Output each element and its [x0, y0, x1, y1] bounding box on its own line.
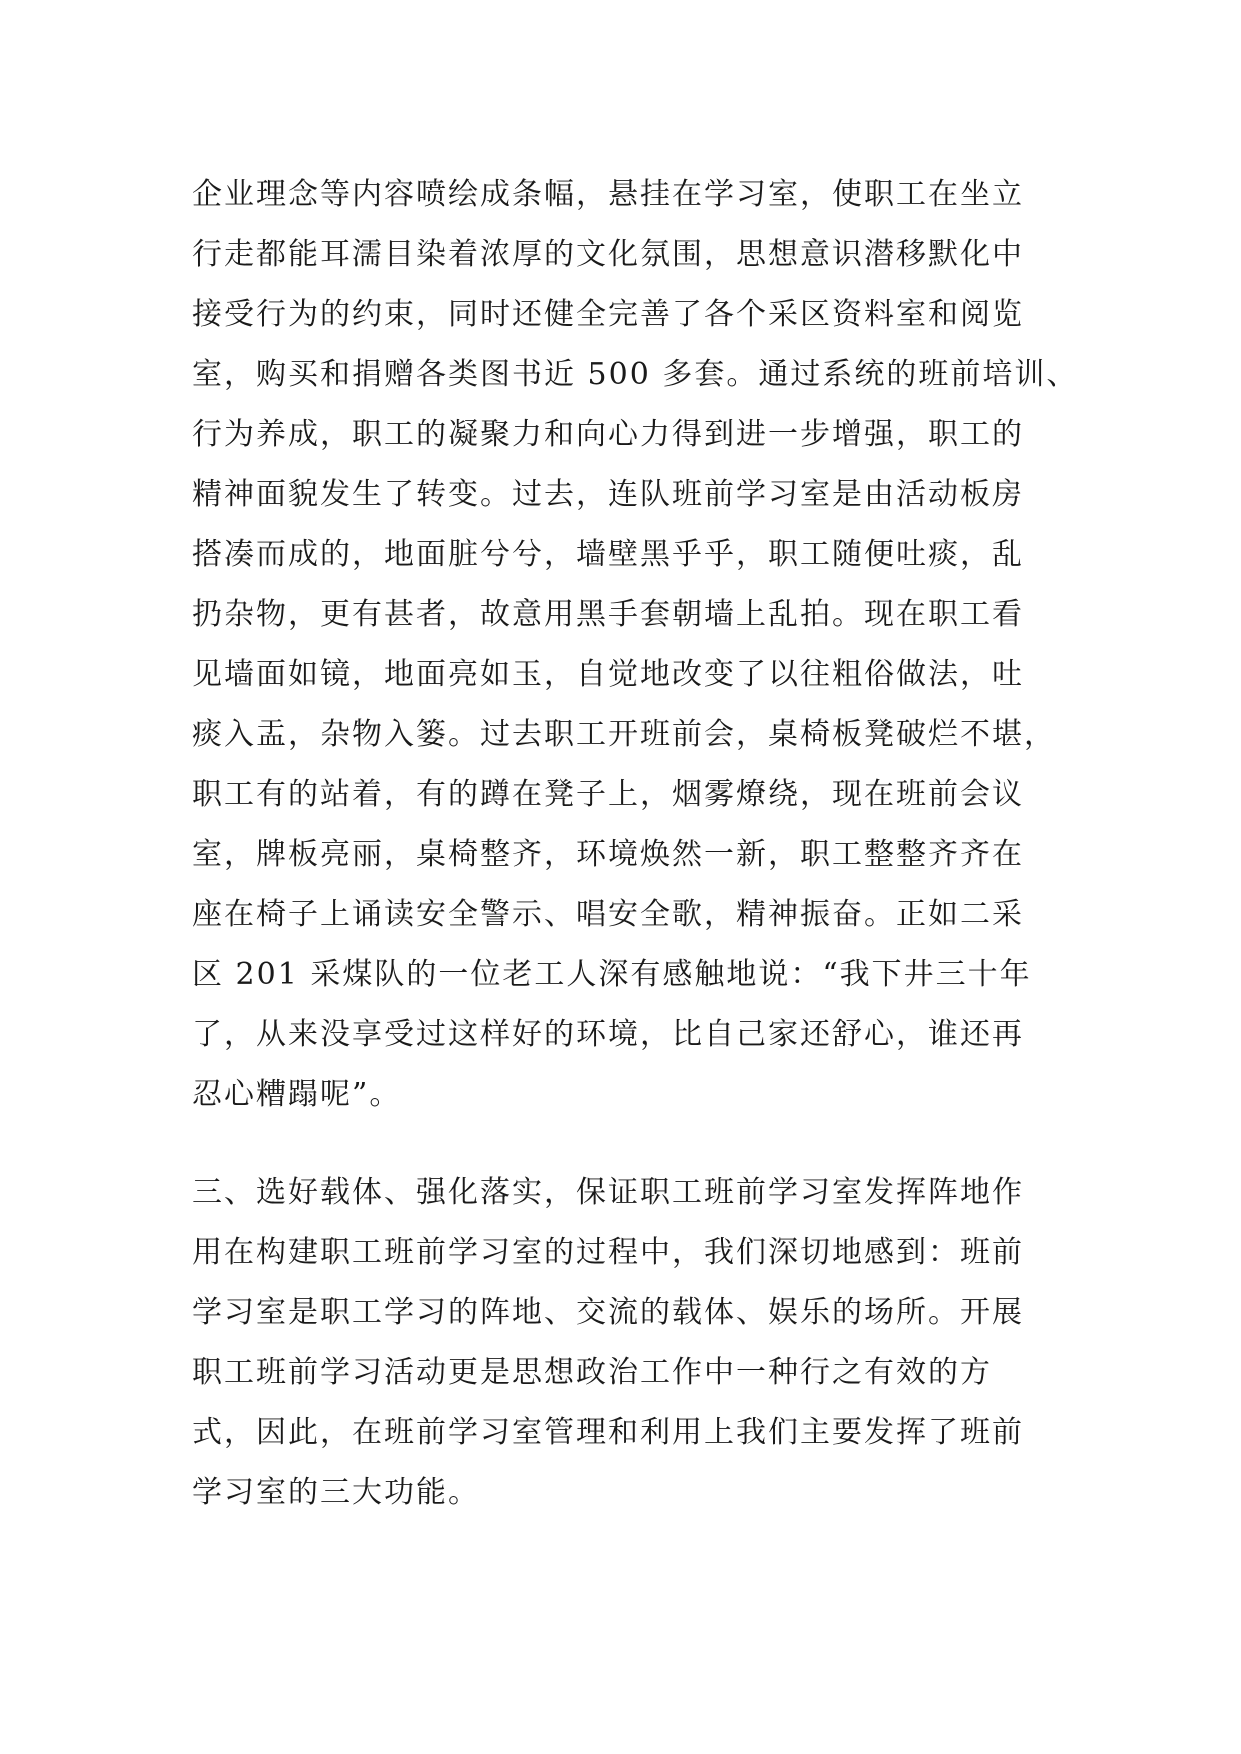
text-line: 式，因此，在班前学习室管理和利用上我们主要发挥了班前 — [192, 1415, 1024, 1450]
text-line: 精神面貌发生了转变。过去，连队班前学习室是由活动板房 — [192, 477, 1024, 512]
text-line: 区 201 采煤队的一位老工人深有感触地说：“我下井三十年 — [192, 957, 1032, 992]
text-line: 职工班前学习活动更是思想政治工作中一种行之有效的方 — [192, 1355, 992, 1390]
text-line: 接受行为的约束，同时还健全完善了各个采区资料室和阅览 — [192, 297, 1024, 332]
text-line: 搭凑而成的，地面脏兮兮，墙壁黑乎乎，职工随便吐痰，乱 — [192, 537, 1024, 572]
text-line: 室，牌板亮丽，桌椅整齐，环境焕然一新，职工整整齐齐在 — [192, 837, 1024, 872]
text-line: 三、选好载体、强化落实，保证职工班前学习室发挥阵地作 — [192, 1175, 1024, 1210]
text-line: 忍心糟蹋呢”。 — [192, 1077, 402, 1112]
text-line: 职工有的站着，有的蹲在凳子上，烟雾燎绕，现在班前会议 — [192, 777, 1024, 812]
text-line: 行为养成，职工的凝聚力和向心力得到进一步增强，职工的 — [192, 417, 1024, 452]
text-line: 学习室是职工学习的阵地、交流的载体、娱乐的场所。开展 — [192, 1295, 1024, 1330]
text-line: 用在构建职工班前学习室的过程中，我们深切地感到：班前 — [192, 1235, 1024, 1270]
text-line: 行走都能耳濡目染着浓厚的文化氛围，思想意识潜移默化中 — [192, 237, 1024, 272]
text-line: 室，购买和捐赠各类图书近 500 多套。通过系统的班前培训、 — [192, 357, 1079, 392]
text-line: 了，从来没享受过这样好的环境，比自己家还舒心，谁还再 — [192, 1017, 1024, 1052]
paragraph-2 — [192, 1163, 1052, 1523]
text-line: 扔杂物，更有甚者，故意用黑手套朝墙上乱拍。现在职工看 — [192, 597, 1024, 632]
text-line: 企业理念等内容喷绘成条幅，悬挂在学习室，使职工在坐立 — [192, 177, 1024, 212]
text-line: 座在椅子上诵读安全警示、唱安全歌，精神振奋。正如二采 — [192, 897, 1024, 932]
text-line: 学习室的三大功能。 — [192, 1475, 480, 1510]
text-line: 痰入盂，杂物入篓。过去职工开班前会，桌椅板凳破烂不堪， — [192, 717, 1056, 752]
text-line: 见墙面如镜，地面亮如玉，自觉地改变了以往粗俗做法，吐 — [192, 657, 1024, 692]
paragraph-1 — [192, 165, 1079, 1125]
